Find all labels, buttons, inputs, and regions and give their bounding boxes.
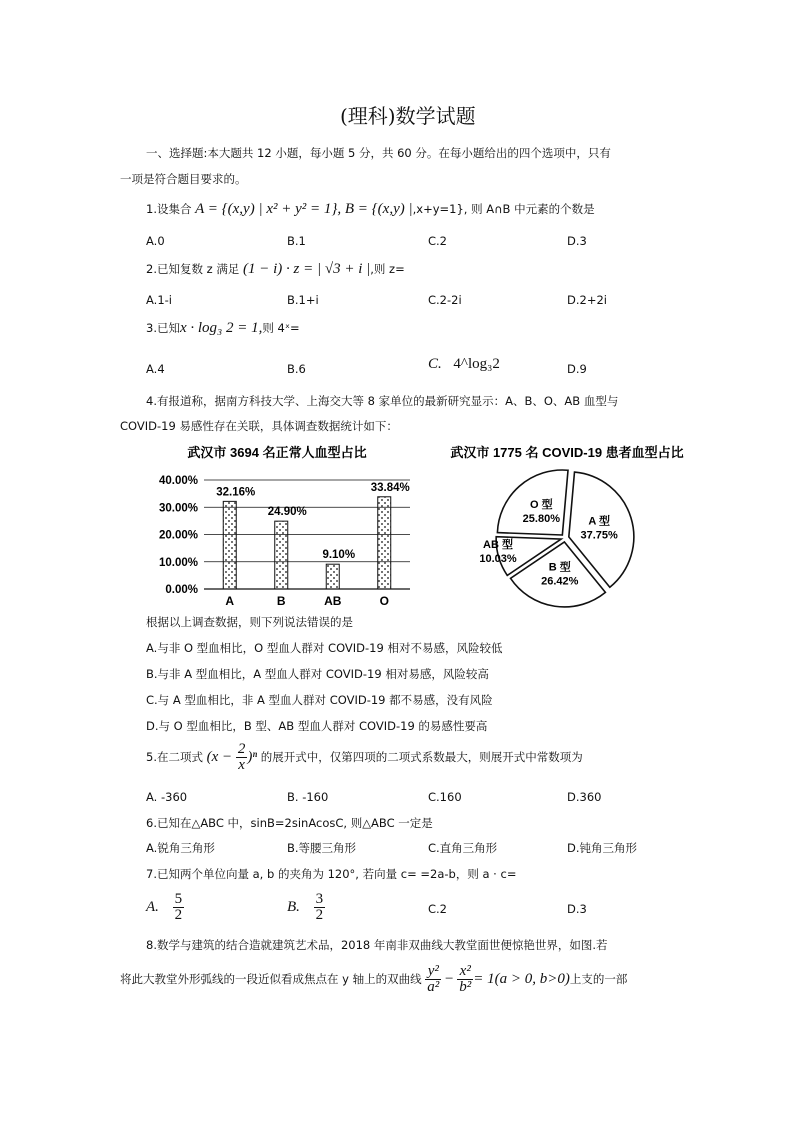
q4-line2: COVID-19 易感性存在关联，具体调查数据统计如下：: [120, 419, 398, 433]
bar-chart-x-axis: [225, 594, 389, 608]
bar-chart-bars: [223, 497, 391, 589]
q7-option-a-label: A.: [146, 899, 159, 915]
q2-formula: (1 − i) · z = | √3 + i |: [242, 261, 371, 277]
bar-chart-y-tick-label: 0.00%: [165, 584, 198, 596]
q4-option-b: B.与非 A 型血相比，A 型血人群对 COVID-19 相对易感，风险较高: [146, 667, 489, 681]
q7-option-c: C.2: [428, 902, 448, 916]
question-6: 6.已知在△ABC 中，sinB=2sinAcosC, 则△ABC 一定是: [146, 816, 433, 830]
q8-y2: y²: [425, 964, 441, 980]
q4-line1: 4.有报道称，据南方科技大学、上海交大等 8 家单位的最新研究显示：A、B、O、AB 血型与: [146, 394, 619, 408]
bar-chart-y-tick-label: 10.00%: [158, 556, 198, 569]
bar-chart-value-label: 9.10%: [322, 549, 356, 562]
bar-chart-bar: [326, 564, 339, 589]
q6-option-d: D.钝角三角形: [567, 841, 638, 855]
q1-suffix: , 则 A∩B 中元素的个数是: [463, 202, 595, 216]
q8-fraction-x: [457, 964, 473, 995]
q6-option-c: C.直角三角形: [428, 841, 498, 855]
pie-slice-value: 37.75%: [580, 529, 618, 542]
q6-option-b: B.等腰三角形: [287, 841, 357, 855]
q7-option-b-fraction: [314, 892, 326, 923]
q7-option-a-fraction: [173, 892, 185, 923]
bar-chart-bar: [223, 501, 236, 589]
q4-option-d: D.与 O 型血相比，B 型、AB 型血人群对 COVID-19 的易感性要高: [146, 719, 488, 733]
q5-prefix: 5.在二项式: [146, 750, 203, 764]
q5-option-a: A. -360: [146, 790, 188, 804]
question-5: [146, 742, 583, 773]
q8-line2: 将此大教堂外形弧线的一段近似看成焦点在 y 轴上的双曲线 $\frac{\text{y²}}{\text{a²}}$ − $\frac{\text{x²}}{\text{b²}}$ = 1(a > 0, b>0)上支的一部: [120, 963, 628, 995]
pie-chart-title: 武汉市 1775 名 COVID-19 患者血型占比: [450, 445, 684, 460]
bar-chart-bar: [275, 521, 288, 589]
q1-option-b: B.1: [287, 234, 306, 248]
pie-slice-value: 25.80%: [522, 513, 560, 526]
bar-chart-value-label: 24.90%: [267, 506, 307, 519]
q3-option-a: A.4: [146, 362, 165, 376]
bar-chart-y-tick-label: 40.00%: [158, 475, 198, 487]
q1-mid: ,x+y=1}: [412, 202, 464, 216]
q5-denominator: x: [238, 757, 245, 773]
q8-x2: x²: [457, 964, 473, 980]
q5-option-c: C.160: [428, 790, 462, 804]
q2-option-b: B.1+i: [287, 293, 319, 307]
pie-chart: [430, 438, 710, 610]
section-intro-line2: 一项是符合题目要求的。: [120, 172, 247, 186]
bar-chart: [140, 438, 415, 608]
q8-line1: 8.数学与建筑的结合造就建筑艺术品，2018 年南非双曲线大教堂面世便惊艳世界，如图.若: [146, 938, 608, 952]
q4-after: 根据以上调查数据，则下列说法错误的是: [146, 615, 353, 629]
q5-formula-open: (x −: [206, 749, 233, 765]
q8-b2: b²: [459, 979, 472, 995]
question-1: [146, 201, 595, 218]
q8-a2: a²: [427, 979, 440, 995]
q3-option-c-formula: 4^log₃2: [453, 356, 500, 372]
q7-option-b-den: 2: [315, 907, 324, 923]
bar-chart-y-axis: [159, 475, 198, 596]
q3-suffix: 则 4ˣ=: [262, 321, 300, 335]
bar-chart-y-tick-label: 30.00%: [158, 502, 198, 515]
q5-numerator: 2: [237, 741, 246, 757]
pie-slice-name: O 型: [530, 499, 553, 512]
bar-chart-x-tick-label: B: [276, 594, 286, 608]
q7-option-b-num: 3: [315, 891, 324, 907]
bar-chart-x-tick-label: A: [225, 594, 235, 608]
q7-option-a: [146, 892, 184, 923]
q1-formula: A = {(x,y) | x² + y² = 1}, B = {(x,y) |: [195, 201, 413, 217]
q3-prefix: 3.已知: [146, 321, 180, 335]
bar-chart-y-tick-label: 20.00%: [158, 529, 198, 542]
q5-formula-close: )ⁿ: [247, 749, 258, 765]
q3-option-c-label: C.: [428, 356, 442, 372]
q2-option-c: C.2-2i: [428, 293, 462, 307]
q5-fraction: [236, 742, 248, 773]
pie-slice-name: B 型: [548, 561, 571, 574]
question-3: [146, 320, 300, 337]
q1-option-a: A.0: [146, 234, 165, 248]
pie-slice-name: A 型: [588, 515, 610, 528]
q3-option-b: B.6: [287, 362, 306, 376]
q2-option-d: D.2+2i: [567, 293, 607, 307]
pie-slice-value: 10.03%: [479, 552, 517, 565]
q7-option-b-label: B.: [287, 899, 300, 915]
q3-option-d: D.9: [567, 362, 587, 376]
q7-option-b: [287, 892, 325, 923]
q5-suffix: 的展开式中，仅第四项的二项式系数最大，则展开式中常数项为: [260, 750, 583, 764]
q2-suffix: ,则 z=: [370, 262, 405, 276]
q7-option-a-num: 5: [174, 891, 183, 907]
bar-chart-x-tick-label: AB: [324, 594, 342, 608]
q2-option-a: A.1-i: [146, 293, 172, 307]
q5-option-b: B. -160: [287, 790, 329, 804]
bar-chart-value-label: 33.84%: [370, 481, 410, 494]
q3-option-c: [428, 356, 500, 373]
q2-prefix: 2.已知复数 z 满足: [146, 262, 240, 276]
q4-option-c: C.与 A 型血相比，非 A 型血人群对 COVID-19 都不易感，没有风险: [146, 693, 493, 707]
q5-option-d: D.360: [567, 790, 602, 804]
page-title: (理科)数学试题: [340, 104, 476, 128]
q8-equation: = 1(a > 0, b>0): [473, 971, 570, 987]
q1-option-d: D.3: [567, 234, 587, 248]
q1-option-c: C.2: [428, 234, 448, 248]
bar-chart-value-label: 32.16%: [216, 486, 256, 499]
bar-chart-x-tick-label: O: [379, 594, 389, 608]
q8-fraction-y: [425, 964, 441, 995]
question-2: [146, 261, 405, 278]
q8-line2-suffix: 上支的一部: [569, 972, 628, 986]
bar-chart-bar: [378, 497, 391, 589]
q1-prefix: 1.设集合: [146, 202, 192, 216]
q8-line2-prefix: 将此大教堂外形弧线的一段近似看成焦点在 y 轴上的双曲线: [120, 972, 422, 986]
q3-formula: x · log₃ 2 = 1,: [179, 320, 263, 336]
pie-slice-name: AB 型: [483, 538, 513, 551]
q6-option-a: A.锐角三角形: [146, 841, 215, 855]
q7-option-d: D.3: [567, 902, 587, 916]
q7-option-a-den: 2: [174, 907, 183, 923]
section-intro-line1: 一、选择题:本大题共 12 小题，每小题 5 分，共 60 分。在每小题给出的四个选项中，只有: [146, 146, 611, 160]
bar-chart-title: 武汉市 3694 名正常人血型占比: [187, 445, 367, 460]
q4-option-a: A.与非 O 型血相比，O 型血人群对 COVID-19 相对不易感，风险较低: [146, 641, 503, 655]
pie-slice-value: 26.42%: [541, 575, 579, 588]
question-7: 7.已知两个单位向量 a, b 的夹角为 120°, 若向量 c= =2a-b，则 a · c=: [146, 867, 517, 881]
